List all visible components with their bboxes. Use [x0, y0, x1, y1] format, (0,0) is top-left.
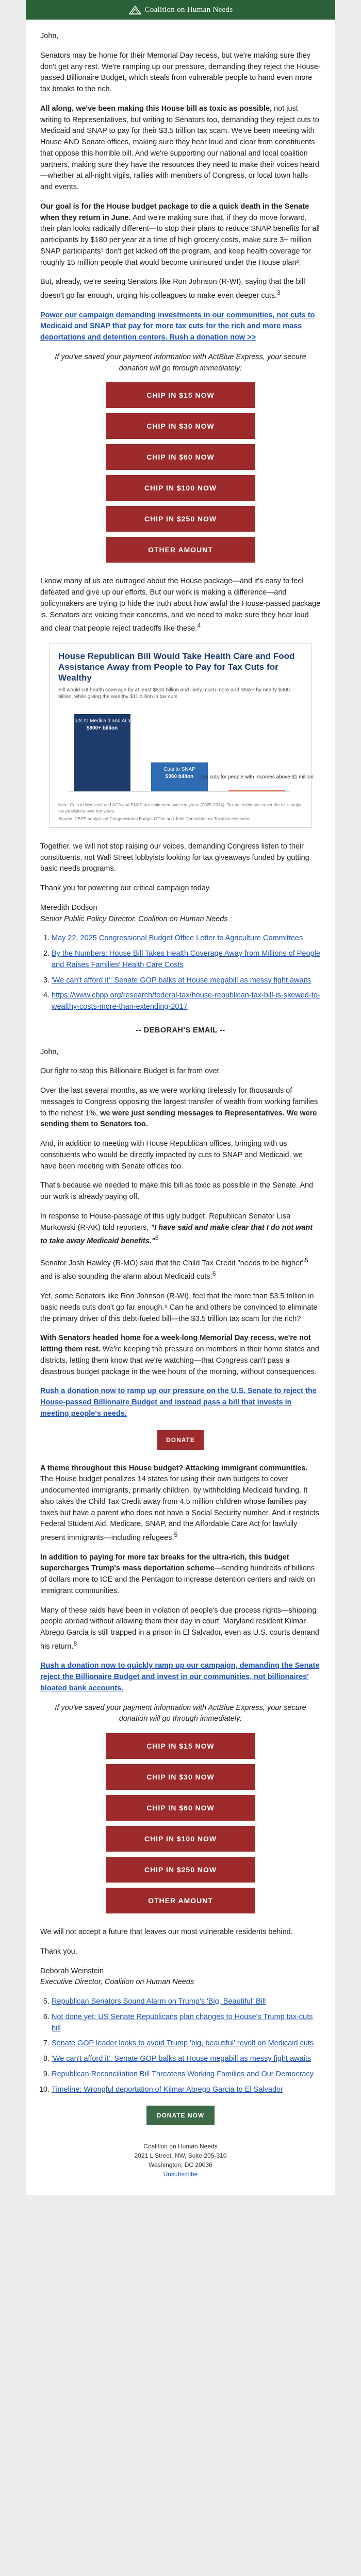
- paragraph: Senators may be home for their Memorial Day recess, but we're making sure they don't get any rest. We're ramping up our pressure, demanding they reject the House-passed Billionaire Budget, which steals from vulnerable people to hand even more tax breaks to the rich.: [40, 51, 321, 93]
- footnote-ref: 3: [277, 289, 281, 296]
- chart-source: Source: CBPP analysis of Congressional Budget Office and Joint Committee on Taxation estimates: [58, 816, 251, 822]
- coalition-logo-icon: [128, 5, 142, 15]
- text: And we're making sure that, if they do move forward, their plan looks radically different—to stop their plans to reduce SNAP benefits for all participants by $180 per year at a time of high grocery costs, make sure 3+ million SNAP participants¹ don't get kicked off the program, and keep health coverage for roughly 15 million people that would become uninsured under the House plan².: [40, 213, 320, 267]
- paragraph: [40, 576, 321, 635]
- paragraph: [40, 1086, 321, 1130]
- chart-bar-label: Cuts to SNAP: [163, 766, 195, 772]
- donate-other-button[interactable]: OTHER AMOUNT: [106, 1888, 255, 1913]
- footnote-link[interactable]: 'We can't afford it': Senate GOP balks at House megabill as messy fight awaits: [52, 976, 311, 985]
- chart-bar-label: Cuts to Medicaid and ACA: [72, 718, 133, 724]
- paragraph: [40, 277, 321, 301]
- text: —sending hundreds of billions of dollars more to ICE and the Pentagon to increase detention centers and raids on immigrant communities.: [40, 1564, 315, 1595]
- paragraph: [40, 1605, 321, 1653]
- signature-title: Executive Director, Coalition on Human Needs: [40, 1978, 194, 1987]
- email-content: [26, 20, 335, 2195]
- bold-text: In addition to paying for more tax breaks for the ultra-rich, this budget supercharges Trump's mass deportation scheme: [40, 1553, 289, 1573]
- donate-100-button[interactable]: CHIP IN $100 NOW: [106, 1826, 255, 1852]
- footnote-link[interactable]: May 22, 2025 Congressional Budget Office Letter to Agriculture Committees: [52, 934, 303, 943]
- budget-chart-card: [50, 643, 314, 828]
- paragraph: We will not accept a future that leaves our most vulnerable residents behind.: [40, 1928, 293, 1937]
- paragraph: [40, 1463, 321, 1544]
- text: not just writing to Representatives, but writing to Senators too, demanding they reject cuts to Medicaid and SNAP to pay for their $3.5 trillion tax scam. We've been meeting with House AND Senate offices, making sure they hear loud and clear from constituents that oppose this horrible bill. And we're supporting our national and local coalition partners, making sure they have the resources they need to make their voices heard—whether at all-night vigils, rallies with members of Congress, or local town halls and events.: [40, 104, 319, 191]
- chart-subtitle: Bill would cut health coverage by at least $800 billion and likely much more and SNAP by nearly $300 billion, while giving the wealthy $11 billion in tax cuts: [58, 687, 290, 700]
- footnote-item: [52, 2038, 321, 2049]
- footnote-link[interactable]: Not done yet: US Senate Republicans plan changes to House's Trump tax-cuts bill: [52, 2012, 313, 2032]
- donate-250-button[interactable]: CHIP IN $250 NOW: [106, 1857, 255, 1883]
- footnote-item: [52, 2069, 321, 2080]
- chart-note: Note: Cuts to Medicaid and ACA and SNAP are estimated over ten years (2025-2034). Tax cut estimates cover the bill's major tax provisions over ten years.: [58, 802, 302, 814]
- donation-buttons: [40, 1733, 321, 1913]
- actblue-note: If you've saved your payment information with ActBlue Express, your secure donation will go through immediately:: [55, 352, 306, 372]
- footnote-list: [40, 933, 321, 1013]
- donate-other-button[interactable]: OTHER AMOUNT: [106, 537, 255, 563]
- footnote-link[interactable]: Timeline: Wrongful deportation of Kilmar Abrego Garcia to El Salvador: [52, 2085, 283, 2094]
- paragraph: [40, 1333, 321, 1378]
- footnote-link[interactable]: Republican Reconciliation Bill Threatens Working Families and Our Democracy: [52, 2070, 314, 2078]
- footer-city: Washington, DC 20036: [149, 2161, 212, 2169]
- footnote-item: [52, 948, 321, 971]
- paragraph: And, in addition to meeting with House Republican offices, bringing with us constituents who would be directly impacted by cuts to SNAP and Medicaid, we have been meeting with Senate offices too.: [40, 1140, 303, 1171]
- text: In response to House-passage of this ugly budget, Republican Senator Lisa Murkowski (R-AK) told reporters,: [40, 1212, 291, 1232]
- footer-org: Coalition on Human Needs: [143, 2143, 218, 2150]
- footnote-link[interactable]: 'We can't afford it': Senate GOP balks at House megabill as messy fight awaits: [52, 2055, 311, 2063]
- paragraph: [40, 201, 321, 269]
- donate-15-button[interactable]: CHIP IN $15 NOW: [106, 1733, 255, 1759]
- bold-text: All along, we've been making this House bill as toxic as possible,: [40, 104, 272, 113]
- donate-cta-link[interactable]: Rush a donation now to quickly ramp up our campaign, demanding the Senate reject the Billionaire Budget and invest in our communities, not billionaires' bloated bank accounts.: [40, 1662, 320, 1692]
- footnote-item: [52, 933, 321, 944]
- donate-100-button[interactable]: CHIP IN $100 NOW: [106, 475, 255, 501]
- footnote-item: [52, 990, 321, 1013]
- email-separator: -- DEBORAH'S EMAIL --: [136, 1026, 225, 1035]
- greeting: John,: [40, 1047, 59, 1056]
- bold-text: With Senators headed home for a week-long Memorial Day recess, we're not letting them rest.: [40, 1334, 311, 1354]
- quote-text: "I have said and make clear that I do not want to take away Medicaid benefits.": [40, 1223, 313, 1246]
- paragraph: [40, 104, 321, 193]
- text: Many of these raids have been in violation of people's due process rights—shipping people abroad without allowing them their day in court. Maryland resident Kilmar Abrego Garcia is still trapped in a prison in El Salvador, even as U.S. courts demand his return.: [40, 1606, 319, 1651]
- org-name: Coalition on Human Needs: [144, 5, 233, 14]
- donate-cta-link[interactable]: Power our campaign demanding investments in our communities, not cuts to Medicaid and SNAP that pay for more tax cuts for the rich and more mass deportations and detention centers. Rush a donation now >>: [40, 311, 315, 342]
- donate-now-button[interactable]: DONATE NOW: [146, 2106, 215, 2125]
- footnote-ref: 4: [197, 622, 201, 630]
- email-body: [26, 0, 335, 2195]
- donation-buttons: [40, 382, 321, 563]
- footnote-item: [52, 975, 321, 987]
- signature-name: Deborah Weinstein: [40, 1967, 104, 1975]
- text: and is also sounding the alarm about Medicaid cuts.: [40, 1273, 212, 1281]
- paragraph: That's because we needed to make this bill as toxic as possible in the Senate. And our work is already paying off.: [40, 1181, 314, 1201]
- paragraph: [40, 1256, 321, 1283]
- unsubscribe-link[interactable]: Unsubscribe: [163, 2171, 198, 2178]
- footer-address: 2021 L Street, NW, Suite 205-310: [134, 2152, 227, 2160]
- actblue-note: If you've saved your payment information with ActBlue Express, your secure donation will go through immediately:: [55, 1703, 306, 1723]
- signature: [40, 903, 321, 925]
- paragraph: [40, 1552, 321, 1597]
- paragraph: Together, we will not stop raising our voices, demanding Congress listen to their constituents, not Wall Street lobbyists looking for tax giveaways funded by gutting basic needs programs.: [40, 842, 309, 873]
- paragraph: Thank you for powering our critical campaign today.: [40, 884, 211, 893]
- bar-chart: [58, 704, 314, 796]
- email-header: [26, 0, 335, 20]
- signature: [40, 1966, 321, 1989]
- signature-name: Meredith Dodson: [40, 903, 97, 912]
- paragraph: Thank you,: [40, 1947, 77, 1956]
- footnote-link[interactable]: Republican Senators Sound Alarm on Trump's 'Big, Beautiful' Bill: [52, 1997, 266, 2006]
- donate-30-button[interactable]: CHIP IN $30 NOW: [106, 413, 255, 439]
- footnote-ref: 5: [155, 1234, 159, 1242]
- chart-bar-label: Tax cuts for people with incomes above $1 million: [200, 774, 314, 780]
- donate-now-wrap: [40, 2106, 321, 2125]
- text: The House budget penalizes 14 states for using their own budgets to cover undocumented immigrants, primarily children, by withholding Medicaid funding. It also takes the Child Tax Credit away from 4.5 million children whose families pay taxes but have a parent who does not have a Social Security number. And it restricts Federal Student Aid, Medicare, SNAP, and the Affordable Care Act for lawfully present immigrants—including refugees.: [40, 1475, 319, 1542]
- donate-60-button[interactable]: CHIP IN $60 NOW: [106, 444, 255, 470]
- footnote-item: [52, 2054, 321, 2065]
- text: I know many of us are outraged about the House package—and it's easy to feel defeated and give up our efforts. But our work is making a difference—and policymakers are trying to hide the truth about how awful the House-passed package is. Senators are voicing their concerns, and we need to make sure they hear loud and clear that people reject tradeoffs like these.: [40, 577, 321, 633]
- bold-text: we were just sending messages to Representatives. We were sending them to Senators too.: [40, 1109, 317, 1129]
- footnote-link[interactable]: Senate GOP leader looks to avoid Trump 'big, beautiful' revolt on Medicaid cuts: [52, 2039, 314, 2048]
- text: Over the last several months, as we were working tirelessly for thousands of messages to Congress opposing the largest transfer of wealth from working families to the richest 1%,: [40, 1087, 318, 1117]
- chart-value-label: $300 billion: [165, 773, 194, 779]
- donate-250-button[interactable]: CHIP IN $250 NOW: [106, 506, 255, 532]
- bold-text: A theme throughout this House budget? Attacking immigrant communities.: [40, 1464, 308, 1472]
- footnote-ref: 5: [174, 1531, 178, 1539]
- greeting: John,: [40, 32, 59, 40]
- footnote-ref: 5: [304, 1256, 308, 1264]
- chart-title: House Republican Bill Would Take Health Care and Food Assistance Away from People to Pay for Tax Cuts for Wealthy: [58, 651, 295, 683]
- donate-cta-link[interactable]: Rush a donation now to ramp up our pressure on the U.S. Senate to reject the House-passed Billionaire Budget and instead pass a bill that invests in meeting people's needs.: [40, 1387, 317, 1418]
- donate-button[interactable]: DONATE: [157, 1430, 204, 1450]
- email-footer: [40, 2139, 321, 2190]
- paragraph: Yet, some Senators like Ron Johnson (R-WI), feel that the more than $3.5 trillion in basic needs cuts don't go far enough.⁶ Can he and others be convinced to eliminate the primary driver of this debt-fueled bill—the $3.5 trillion tax scam for the rich?: [40, 1292, 318, 1323]
- paragraph: Our fight to stop this Billionaire Budget is far from over.: [40, 1067, 221, 1076]
- footnote-link[interactable]: https://www.cbpp.org/research/federal-tax/house-republican-tax-bill-is-skewed-to-wealthy-costs-more-than-extending-2017: [52, 991, 320, 1011]
- footnote-item: [52, 2012, 321, 2035]
- text: We're keeping the pressure on members in their home states and districts, letting them know that we're watching—that Congress can't pass a disastrous budget package in the wee hours of the morning, without consequences.: [40, 1345, 319, 1376]
- text: Senator Josh Hawley (R-MO) said that the Child Tax Credit "needs to be higher": [40, 1259, 305, 1267]
- footnote-ref: 8: [73, 1639, 77, 1647]
- donate-15-button[interactable]: CHIP IN $15 NOW: [106, 382, 255, 408]
- chart-bar: [228, 790, 285, 791]
- text: But, already, we're seeing Senators like Ron Johnson (R-WI), saying that the bill doesn't go far enough, urging his colleagues to make even deeper cuts.: [40, 278, 305, 300]
- paragraph: [40, 1211, 321, 1247]
- footnote-link[interactable]: By the Numbers: House Bill Takes Health Coverage Away from Millions of People and Raises Families' Health Care Costs: [52, 950, 320, 969]
- footnote-ref: 6: [212, 1270, 216, 1278]
- chart-value-label: $800+ billion: [86, 725, 118, 731]
- donate-button-wrap: [40, 1430, 321, 1450]
- donate-30-button[interactable]: CHIP IN $30 NOW: [106, 1764, 255, 1790]
- footnote-item: [52, 1996, 321, 2008]
- signature-title: Senior Public Policy Director, Coalition on Human Needs: [40, 914, 228, 923]
- footnote-list: [40, 1996, 321, 2095]
- donate-60-button[interactable]: CHIP IN $60 NOW: [106, 1795, 255, 1821]
- footnote-item: [52, 2084, 321, 2096]
- bold-text: Our goal is for the House budget package to die a quick death in the Senate when they return in June.: [40, 202, 309, 222]
